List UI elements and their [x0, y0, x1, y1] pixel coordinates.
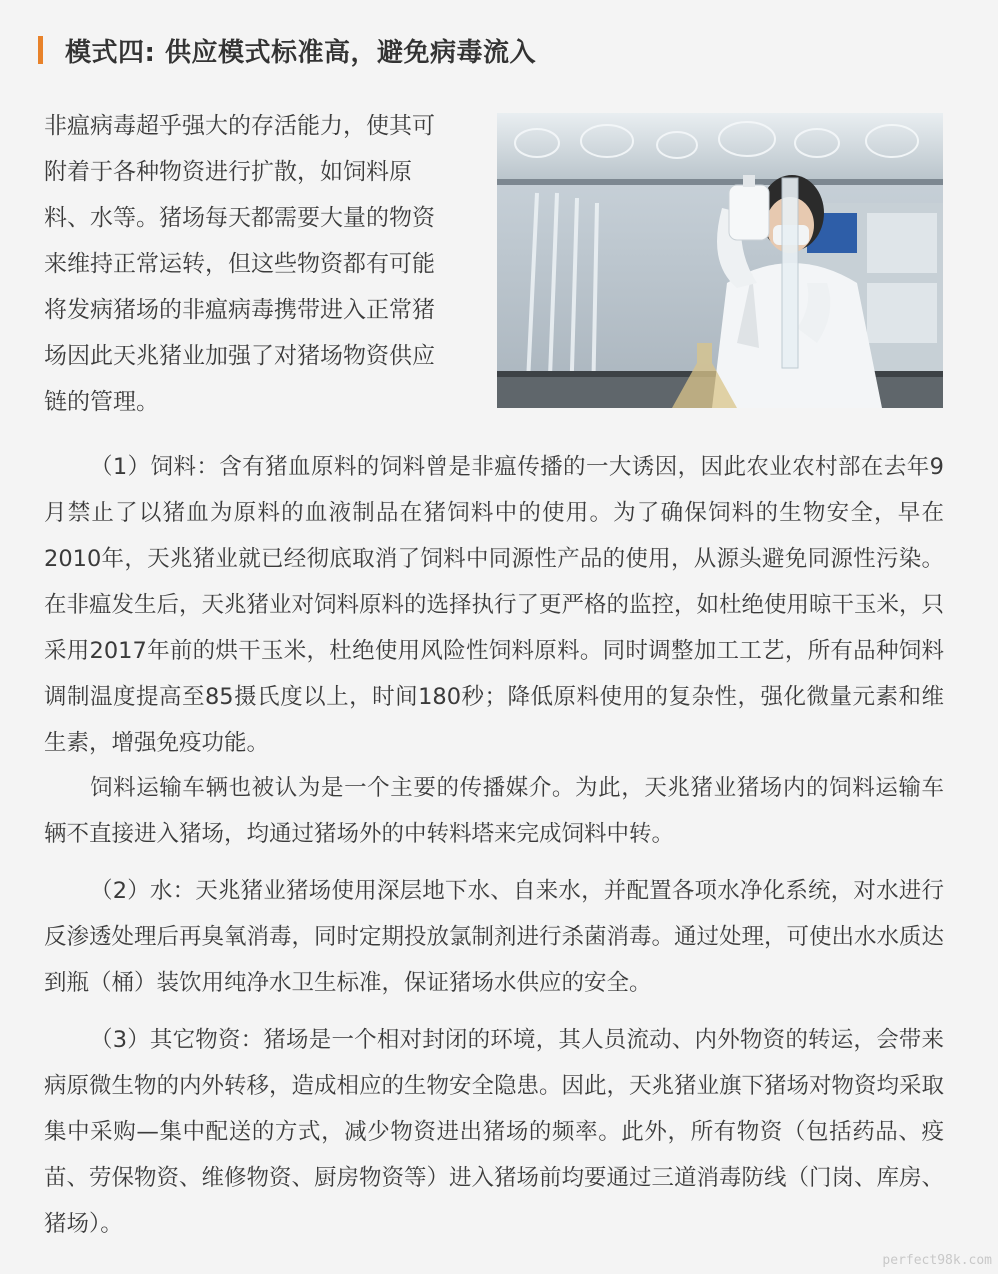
intro-paragraph: 非瘟病毒超乎强大的存活能力，使其可附着于各种物资进行扩散，如饲料原料、水等。猪场每天都需要大量的物资来维持正常运转，但这些物资都有可能将发病猪场的非瘟病毒携带进入正常猪场因此天兆猪业加强了对猪场物资供应链的管理。	[44, 113, 435, 415]
heading-accent-bar	[38, 36, 43, 64]
feed-transport-paragraph: 饲料运输车辆也被认为是一个主要的传播媒介。为此，天兆猪业猪场内的饲料运输车辆不直接进入猪场，均通过猪场外的中转料塔来完成饲料中转。	[44, 775, 944, 847]
lab-photo-illustration	[497, 113, 943, 408]
watermark: perfect98k.com	[882, 1253, 992, 1268]
heading-title: 模式四: 供应模式标准高，避免病毒流入	[65, 37, 536, 68]
feed-paragraph: （1）饲料：含有猪血原料的饲料曾是非瘟传播的一大诱因，因此农业农村部在去年9月禁止了以猪血为原料的血液制品在猪饲料中的使用。为了确保饲料的生物安全，早在2010年，天兆猪业就已经彻底取消了饲料中同源性产品的使用，从源头避免同源性污染。在非瘟发生后，天兆猪业对饲料原料的选择执行了更严格的监控，如杜绝使用晾干玉米，只采用2017年前的烘干玉米，杜绝使用风险性饲料原料。同时调整加工工艺，所有品种饲料调制温度提高至85摄氏度以上，时间180秒；降低原料使用的复杂性，强化微量元素和维生素，增强免疫功能。	[44, 454, 945, 756]
water-paragraph: （2）水：天兆猪业猪场使用深层地下水、自来水，并配置各项水净化系统，对水进行反渗透处理后再臭氧消毒，同时定期投放氯制剂进行杀菌消毒。通过处理，可使出水水质达到瓶（桶）装饮用纯净水卫生标准，保证猪场水供应的安全。	[44, 878, 945, 996]
lab-photo	[497, 113, 943, 408]
other-supplies-paragraph: （3）其它物资：猪场是一个相对封闭的环境，其人员流动、内外物资的转运，会带来病原微生物的内外转移，造成相应的生物安全隐患。因此，天兆猪业旗下猪场对物资均采取集中采购—集中配送的方式，减少物资进出猪场的频率。此外，所有物资（包括药品、疫苗、劳保物资、维修物资、厨房物资等）进入猪场前均要通过三道消毒防线（门岗、库房、猪场）。	[44, 1027, 945, 1237]
section-heading	[38, 30, 536, 70]
